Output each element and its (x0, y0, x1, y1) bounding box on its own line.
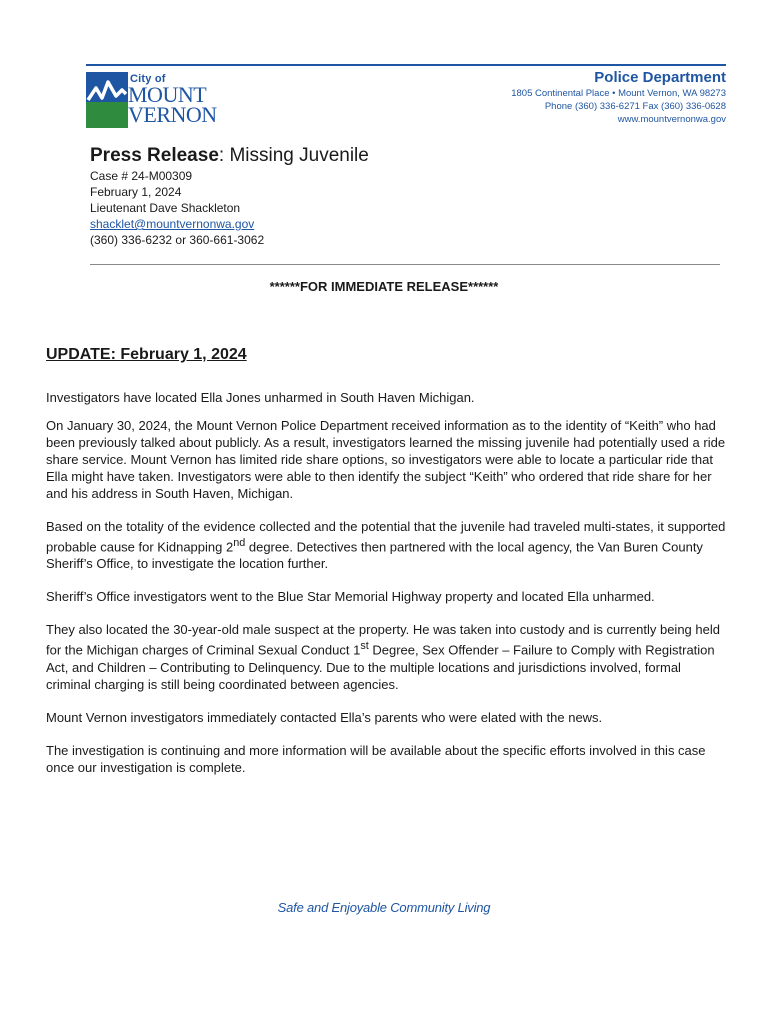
header-divider (90, 264, 720, 265)
department-phone-fax: Phone (360) 336-6271 Fax (360) 336-0628 (544, 101, 726, 112)
paragraph-parents: Mount Vernon investigators immediately contacted Ella’s parents who were elated with the news. (46, 709, 603, 725)
release-body (46, 389, 726, 792)
footer-slogan: Safe and Enjoyable Community Living (277, 900, 491, 915)
mountain-logo-icon (86, 72, 128, 128)
paragraph-identity: On January 30, 2024, the Mount Vernon Police Department received information as to the identity of “Keith” who had been previously talked about publicly. As a result, investigators learned the missing juvenile had potentially used a ride share service. Mount Vernon has limited ride share options, so investigators were able to locate a particular ride that Ella might have taken. Investigators were able to then identify the subject “Keith” who ordered that ride share for her and his address in South Haven, Michigan. (46, 418, 726, 501)
paragraph-sheriff: Sheriff’s Office investigators went to the Blue Star Memorial Highway property and located Ella unharmed. (46, 589, 655, 605)
paragraph-probable-cause: Based on the totality of the evidence collected and the potential that the juvenile had traveled multi-states, it supported probable cause for Kidnapping 2nd degree. Detectives then partnered with the local agency, the Van Buren County Sheriff’s Office, to investigate the location further. (46, 519, 726, 572)
contact-phones: (360) 336-6232 or 360-661-3062 (90, 233, 265, 247)
city-logo (86, 70, 236, 130)
letterhead-rule (86, 64, 726, 66)
logo-mount: MOUNT (128, 82, 207, 107)
logo-city-of: City of (130, 73, 166, 85)
update-heading: UPDATE: February 1, 2024 (46, 346, 247, 363)
paragraph-suspect: They also located the 30-year-old male suspect at the property. He was taken into custody and is currently being held for the Michigan charges of Criminal Sexual Conduct 1st Degree, Sex Offender – Failure to Comply with Registration Act, and Children – Contributing to Delinquency. Due to the multiple locations and jurisdictions involved, formal criminal charging is still being coordinated between agencies. (46, 622, 720, 692)
press-label: Press Release (90, 145, 219, 166)
press-release-header (90, 144, 369, 248)
contact-name: Lieutenant Dave Shackleton (90, 201, 241, 215)
paragraph-continuing: The investigation is continuing and more information will be available about the specific efforts involved in this case once our investigation is complete. (46, 742, 706, 775)
press-title: Press Release: Missing Juvenile (90, 145, 369, 166)
department-info (511, 69, 726, 126)
department-address: 1805 Continental Place • Mount Vernon, WA 98273 (511, 88, 726, 99)
department-website[interactable]: www.mountvernonwa.gov (617, 114, 726, 125)
logo-vernon: VERNON (128, 102, 217, 127)
department-name: Police Department (594, 69, 726, 86)
case-number: Case # 24-M00309 (90, 169, 193, 183)
contact-email-link[interactable]: shacklet@mountvernonwa.gov (90, 217, 255, 231)
immediate-release-notice: ******FOR IMMEDIATE RELEASE****** (269, 279, 499, 294)
press-subject: Missing Juvenile (229, 145, 369, 166)
release-date: February 1, 2024 (90, 185, 182, 199)
paragraph-located: Investigators have located Ella Jones unharmed in South Haven Michigan. (46, 390, 475, 405)
